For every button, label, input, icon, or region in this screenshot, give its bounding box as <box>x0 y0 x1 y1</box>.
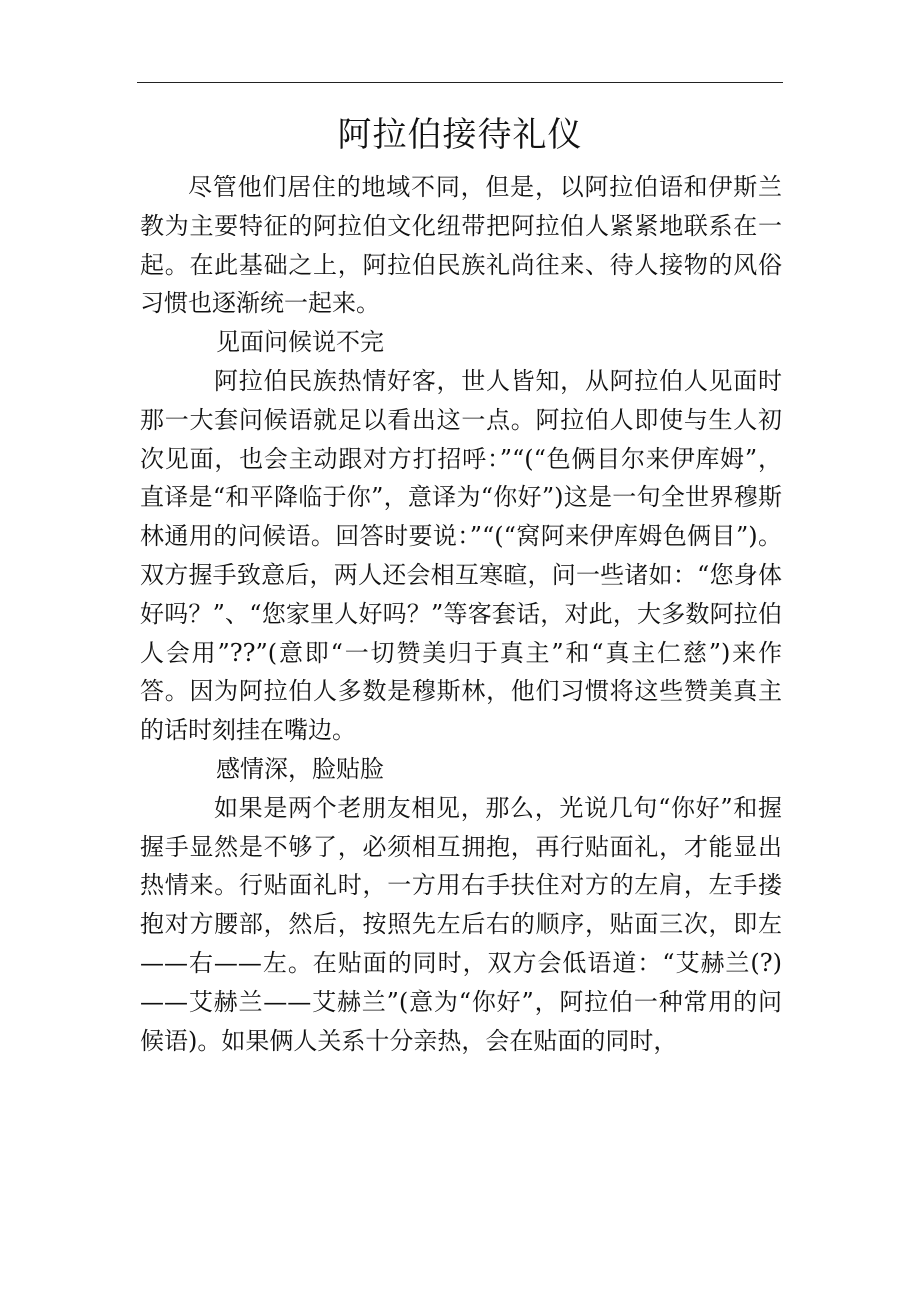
cheek-kiss-paragraph: 如果是两个老朋友相见，那么，光说几句“你好”和握握手显然是不够了，必须相互拥抱，再行贴面礼，才能显出热情来。行贴面礼时，一方用右手扶住对方的左肩，左手搂抱对方腰部，然后，按照先左后右的顺序，贴面三次，即左——右——左。在贴面的同时，双方会低语道：“艾赫兰(?)——艾赫兰——艾赫兰”(意为“你好”，阿拉伯一种常用的问候语)。如果俩人关系十分亲热，会在贴面的同时， <box>140 793 782 1055</box>
section-heading-greetings: 见面问候说不完 <box>216 328 384 357</box>
document-body <box>140 168 782 1060</box>
greetings-paragraph: 阿拉伯民族热情好客，世人皆知，从阿拉伯人见面时那一大套问候语就足以看出这一点。阿拉伯人即使与生人初次见面，也会主动跟对方打招呼：”“(“色俩目尔来伊库姆”，直译是“和平降临于你”，意译为“你好”)这是一句全世界穆斯林通用的问候语。回答时要说：”“(“窝阿来伊库姆色俩目”)。双方握手致意后，两人还会相互寒暄，问一些诸如：“您身体好吗？”、“您家里人好吗？”等客套话，对此，大多数阿拉伯人会用”??”(意即“一切赞美归于真主”和“真主仁慈”)来作答。因为阿拉伯人多数是穆斯林，他们习惯将这些赞美真主的话时刻挂在嘴边。 <box>140 366 782 745</box>
header-rule <box>137 82 783 83</box>
intro-paragraph: 尽管他们居住的地域不同，但是，以阿拉伯语和伊斯兰教为主要特征的阿拉伯文化纽带把阿拉伯人紧紧地联系在一起。在此基础之上，阿拉伯民族礼尚往来、待人接物的风俗习惯也逐渐统一起来。 <box>140 173 782 318</box>
section-heading-cheek-kiss: 感情深，脸贴脸 <box>216 754 384 783</box>
document-title: 阿拉伯接待礼仪 <box>337 115 583 155</box>
